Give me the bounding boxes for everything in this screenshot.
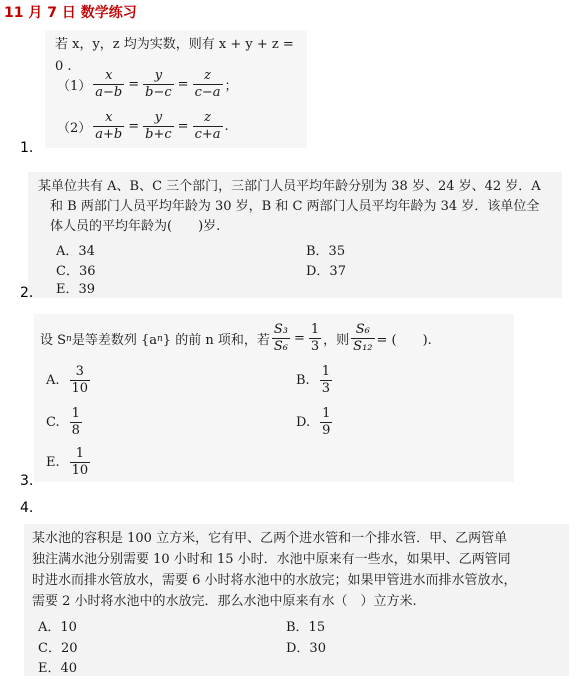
question-2-option-c: C．36 [56, 264, 96, 279]
equals-sign: = [177, 77, 189, 92]
stem-mid2: } 的前 n 项和，若 [162, 333, 270, 348]
question-2-option-b: B．35 [306, 244, 346, 259]
question-2-stem-line-2: 和 B 两部门人员平均年龄为 30 岁，B 和 C 两部门人员平均年龄为 34 岁．该单位全 [50, 199, 540, 214]
option-label: D. [296, 415, 311, 430]
equals-sign: = [293, 331, 305, 346]
question-2-image [28, 172, 562, 298]
question-4-option-a: A．10 [38, 620, 77, 635]
option-den: 9 [322, 423, 331, 438]
option-label: B. [296, 373, 310, 388]
part1-num-2: y [154, 68, 163, 83]
equals-sign: = [128, 119, 140, 134]
option-den: 10 [71, 381, 89, 396]
question-3-image [34, 314, 514, 482]
part2-den-1: a+b [95, 127, 123, 142]
question-3-option-c [46, 406, 84, 439]
part2-num-3: z [204, 110, 211, 125]
part1-end: ； [224, 79, 238, 94]
equals-sign: = [128, 77, 140, 92]
question-2-stem-line-1: 某单位共有 A、B、C 三个部门，三部门人员平均年龄分别为 38 岁、24 岁、42 岁．A [38, 179, 541, 194]
question-4-option-b: B．15 [286, 620, 326, 635]
stem-end: = ( ). [376, 333, 432, 348]
question-4-option-d: D．30 [286, 641, 326, 656]
part2-den-2: b+c [145, 127, 172, 142]
part1-num-1: x [105, 68, 113, 83]
question-2-number: 2. [20, 285, 34, 301]
option-den: 3 [321, 381, 330, 396]
question-4-stem-line-1: 某水池的容积是 100 立方米，它有甲、乙两个进水管和一个排水管．甲、乙两管单 [32, 531, 508, 546]
option-label: C. [46, 415, 60, 430]
question-4-stem-line-3: 时进水而排水管放水，需要 6 小时将水池中的水放完；如果甲管进水而排水管放水， [32, 573, 517, 588]
part2-end: . [224, 119, 229, 134]
part1-den-1: a−b [95, 85, 123, 100]
stem-pre: 设 S [40, 333, 67, 348]
question-4-number: 4. [20, 500, 34, 516]
frac1-num: S₃ [273, 322, 288, 337]
question-1-number: 1. [20, 140, 34, 156]
option-num: 1 [322, 406, 331, 421]
subscript-n: n [66, 333, 72, 344]
part1-label: （1） [57, 79, 92, 94]
question-2-option-a: A．34 [56, 244, 95, 259]
frac2-num: 1 [310, 322, 320, 337]
question-3-option-d [296, 406, 334, 439]
question-2-option-d: D．37 [306, 264, 346, 279]
part2-num-2: y [154, 110, 163, 125]
question-2-stem-line-3: 体人员的平均年龄为( )岁. [50, 219, 221, 234]
frac1-den: S₆ [273, 339, 288, 354]
question-3-option-e [46, 446, 92, 479]
part2-den-3: c+a [194, 127, 221, 142]
stem-mid: 是等差数列 {a [71, 333, 157, 348]
option-label: E. [46, 455, 60, 470]
subscript-n: n [157, 333, 163, 344]
question-3-stem [40, 322, 432, 355]
question-1-part1 [57, 68, 238, 101]
option-num: 1 [75, 446, 85, 461]
question-1-part2 [57, 110, 229, 143]
option-label: A. [46, 373, 60, 388]
part1-den-2: b−c [145, 85, 172, 100]
option-den: 10 [71, 463, 89, 478]
option-den: 8 [71, 423, 80, 438]
stem-then: ，则 [323, 333, 350, 348]
question-2-option-e: E．39 [56, 282, 96, 297]
question-1-stem: 若 x，y，z 均为实数，则有 x + y + z = 0 . [55, 37, 294, 74]
frac3-den: S₁₂ [353, 339, 373, 354]
frac2-den: 3 [310, 339, 320, 354]
question-4-stem-line-2: 独注满水池分别需要 10 小时和 15 小时．水池中原来有一些水，如果甲、乙两管同 [32, 552, 511, 567]
part2-num-1: x [105, 110, 113, 125]
question-3-option-b [296, 364, 334, 397]
option-num: 3 [75, 364, 84, 379]
page-title: 11 月 7 日 数学练习 [4, 5, 137, 21]
part1-den-3: c−a [194, 85, 221, 100]
frac3-num: S₆ [355, 322, 370, 337]
question-4-option-e: E．40 [38, 661, 78, 676]
equals-sign: = [177, 119, 189, 134]
question-4-stem-line-4: 需要 2 小时将水池中的水放完．那么水池中原来有水（ ）立方米. [32, 594, 417, 609]
option-num: 1 [321, 364, 330, 379]
option-num: 1 [71, 406, 80, 421]
question-3-option-a [46, 364, 92, 397]
question-1-image [45, 30, 307, 148]
part2-label: （2） [57, 121, 92, 136]
question-4-option-c: C．20 [38, 641, 78, 656]
part1-num-3: z [204, 68, 211, 83]
question-3-number: 3. [20, 473, 34, 489]
question-4-image [24, 524, 569, 676]
